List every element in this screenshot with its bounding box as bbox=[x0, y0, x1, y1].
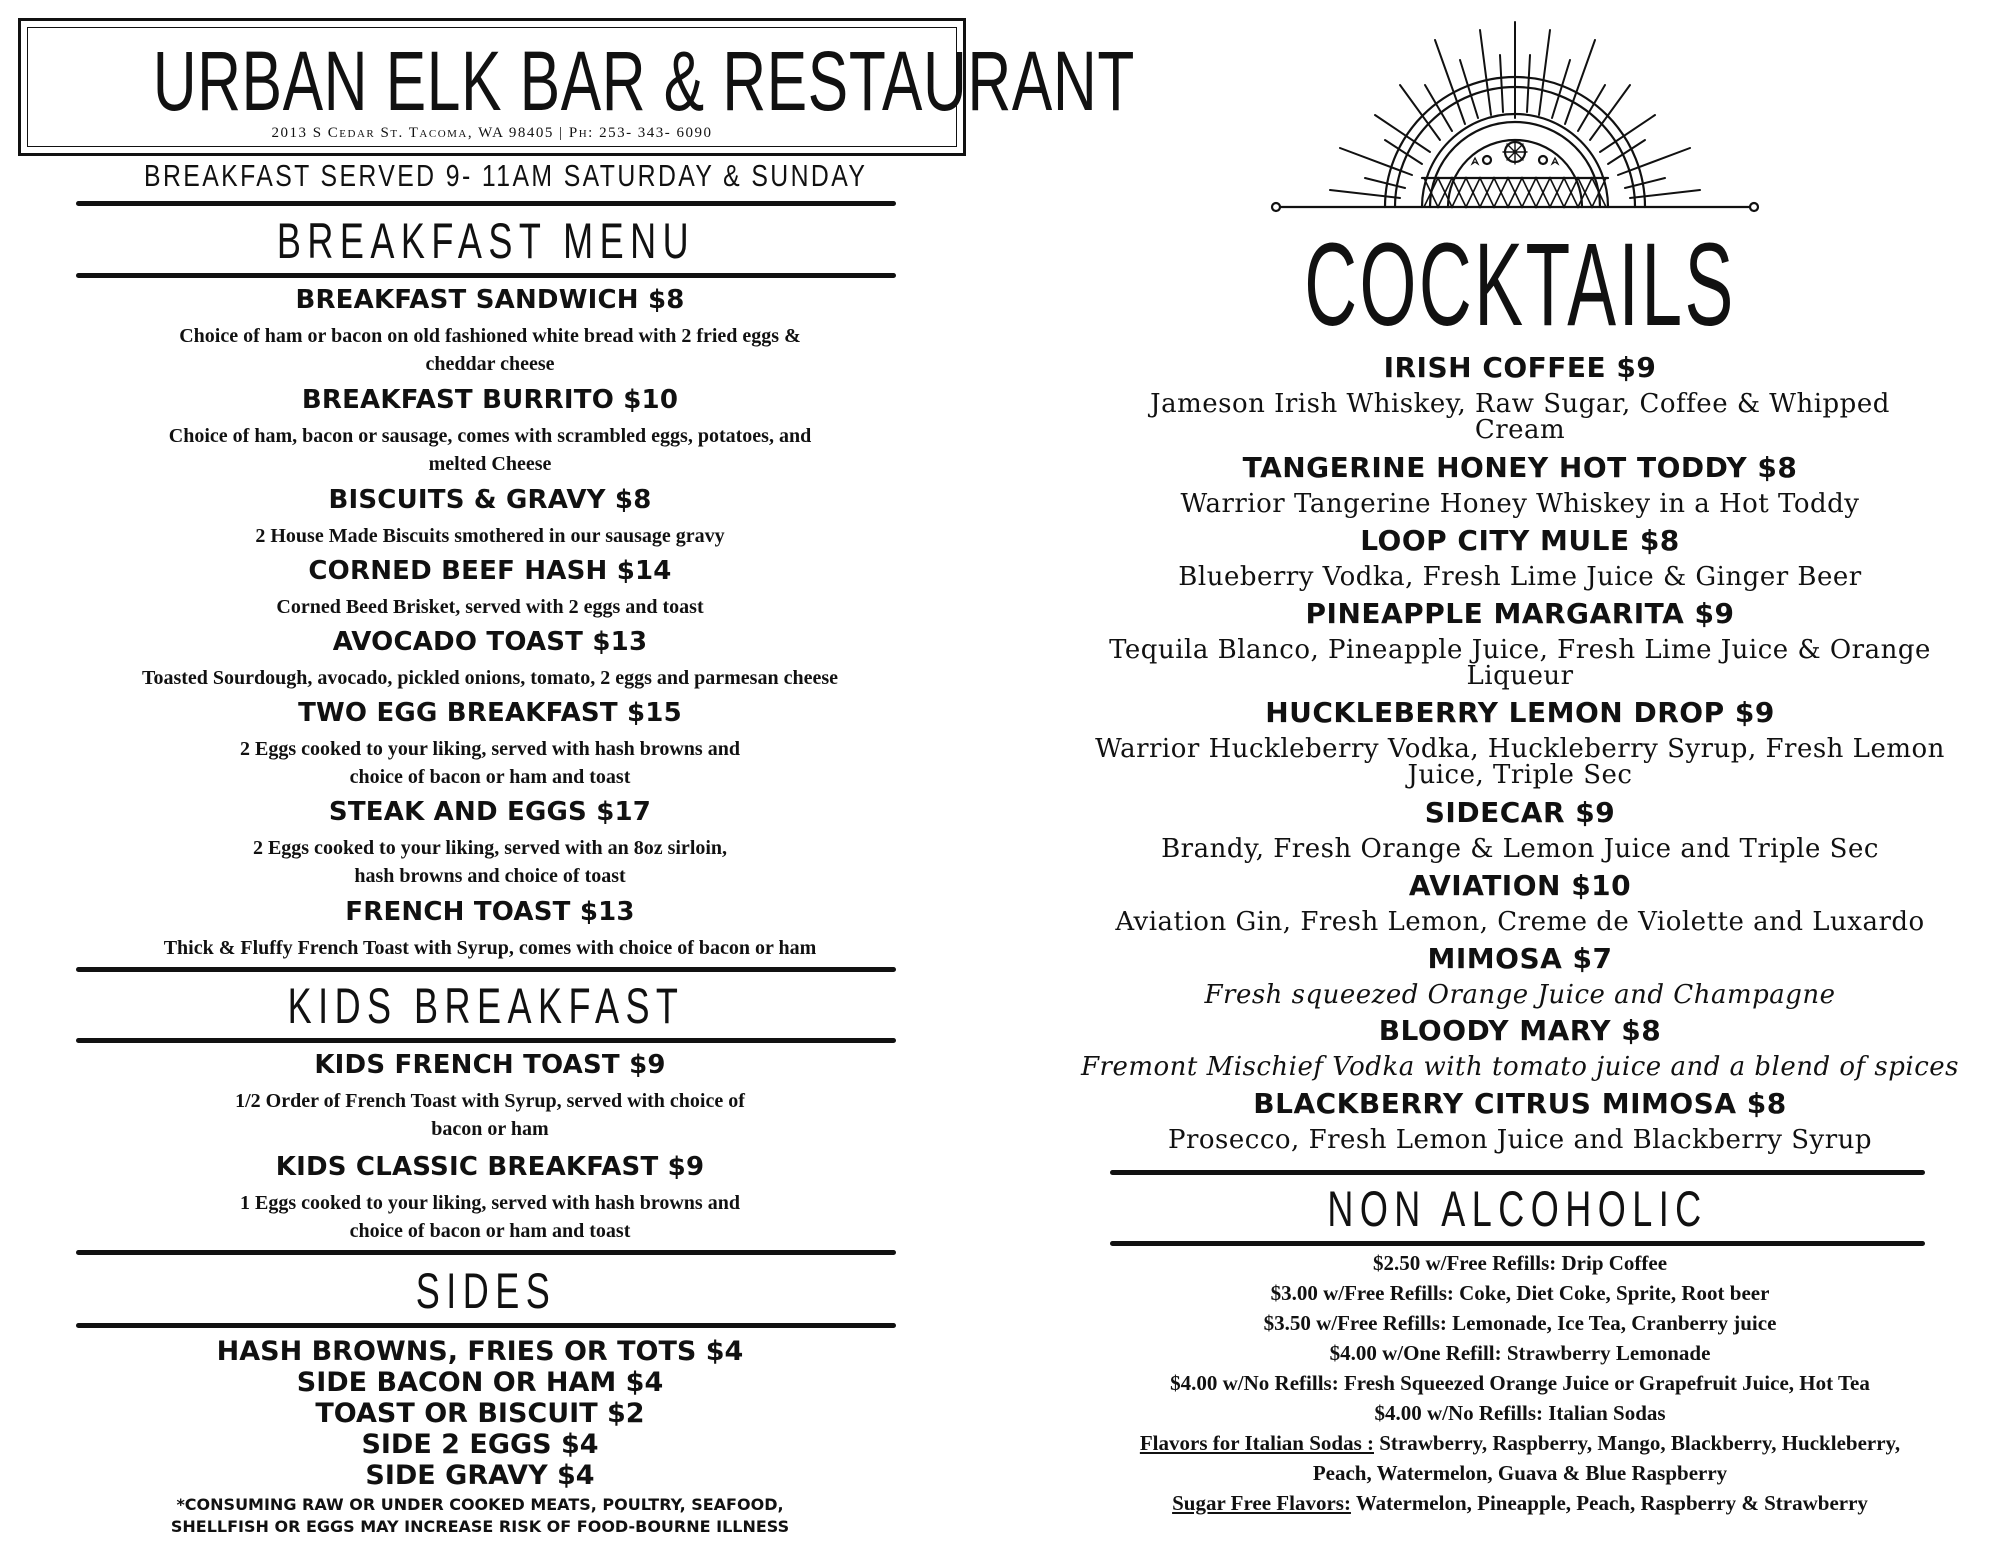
sugar-free-flavor-list: Watermelon, Pineapple, Peach, Raspberry & Strawberry bbox=[1350, 1491, 1868, 1515]
menu-item-desc: 2 House Made Biscuits smothered in our sausage gravy bbox=[255, 525, 725, 547]
sugar-free-flavors bbox=[1040, 1488, 2000, 1518]
menu-item-desc: melted Cheese bbox=[428, 453, 552, 475]
sunburst-ornament-icon bbox=[1040, 0, 2000, 225]
side-item: SIDE GRAVY $4 bbox=[365, 1460, 595, 1491]
menu-item-desc: cheddar cheese bbox=[425, 353, 555, 375]
cocktail-name: LOOP CITY MULE $8 bbox=[1360, 524, 1680, 557]
cocktail-name: BLOODY MARY $8 bbox=[1378, 1014, 1662, 1047]
sugar-free-label: Sugar Free Flavors: bbox=[1172, 1491, 1351, 1515]
menu-item-desc: 1/2 Order of French Toast with Syrup, served with choice of bbox=[235, 1090, 745, 1112]
menu-item-desc: 2 Eggs cooked to your liking, served with hash browns and bbox=[240, 738, 740, 760]
italian-soda-flavors-cont: Peach, Watermelon, Guava & Blue Raspberry bbox=[1312, 1461, 1728, 1485]
restaurant-header bbox=[18, 18, 1136, 156]
menu-item-name: KIDS FRENCH TOAST $9 bbox=[314, 1050, 666, 1080]
divider bbox=[1110, 1170, 1925, 1175]
menu-item-desc: 2 Eggs cooked to your liking, served with an 8oz sirloin, bbox=[252, 837, 728, 859]
cocktail-desc: Juice, Triple Sec bbox=[1407, 760, 1633, 790]
menu-item-desc: bacon or ham bbox=[431, 1118, 549, 1140]
cocktail-desc: Aviation Gin, Fresh Lemon, Creme de Violette and Luxardo bbox=[1115, 907, 1925, 937]
cocktail-name: IRISH COFFEE $9 bbox=[1383, 351, 1657, 384]
cocktail-name: TANGERINE HONEY HOT TODDY $8 bbox=[1242, 451, 1798, 484]
menu-item-name: KIDS CLASSIC BREAKFAST $9 bbox=[275, 1152, 705, 1182]
divider bbox=[1110, 1241, 1925, 1246]
menu-item-desc: Choice of ham or bacon on old fashioned white bread with 2 fried eggs & bbox=[179, 325, 801, 347]
italian-soda-flavors bbox=[1040, 1428, 2000, 1458]
menu-item-name: BREAKFAST SANDWICH $8 bbox=[295, 285, 685, 315]
breakfast-hours: BREAKFAST SERVED 9- 11AM SATURDAY & SUNDAY bbox=[144, 158, 868, 193]
side-item: TOAST OR BISCUIT $2 bbox=[315, 1398, 645, 1429]
menu-item-desc: Choice of ham, bacon or sausage, comes with scrambled eggs, potatoes, and bbox=[168, 425, 812, 447]
restaurant-address: 2013 S Cedar St. Tacoma, WA 98405 | Ph: 253- 343- 6090 bbox=[271, 125, 713, 141]
non-alcoholic-line: $3.00 w/Free Refills: Coke, Diet Coke, Sprite, Root beer bbox=[1270, 1281, 1770, 1305]
menu-item-desc: hash browns and choice of toast bbox=[354, 865, 626, 887]
cocktail-desc: Blueberry Vodka, Fresh Lime Juice & Ginger Beer bbox=[1178, 562, 1862, 592]
non-alcoholic-line: $4.00 w/No Refills: Fresh Squeezed Orange Juice or Grapefruit Juice, Hot Tea bbox=[1170, 1371, 1870, 1395]
menu-item-name: BREAKFAST BURRITO $10 bbox=[301, 385, 679, 415]
non-alcoholic-line: $2.50 w/Free Refills: Drip Coffee bbox=[1372, 1251, 1668, 1275]
cocktails-title: COCKTAILS bbox=[1304, 219, 1736, 351]
cocktail-desc: Tequila Blanco, Pineapple Juice, Fresh Lime Juice & Orange bbox=[1109, 635, 1931, 665]
food-safety-disclaimer: SHELLFISH OR EGGS MAY INCREASE RISK OF FOOD-BOURNE ILLNESS bbox=[170, 1517, 790, 1536]
cocktail-name: PINEAPPLE MARGARITA $9 bbox=[1305, 597, 1735, 630]
divider bbox=[76, 1323, 896, 1328]
italian-soda-flavor-list: Strawberry, Raspberry, Mango, Blackberry, Huckleberry, bbox=[1374, 1431, 1901, 1455]
restaurant-name: URBAN ELK BAR & RESTAURANT bbox=[152, 34, 1136, 128]
cocktail-name: AVIATION $10 bbox=[1408, 869, 1632, 902]
cocktail-desc: Brandy, Fresh Orange & Lemon Juice and Triple Sec bbox=[1161, 834, 1879, 864]
non-alcoholic-line: $4.00 w/One Refill: Strawberry Lemonade bbox=[1329, 1341, 1711, 1365]
divider bbox=[76, 1038, 896, 1043]
cocktail-desc: Prosecco, Fresh Lemon Juice and Blackberry Syrup bbox=[1167, 1125, 1873, 1155]
menu-item-name: FRENCH TOAST $13 bbox=[345, 897, 635, 927]
divider bbox=[76, 967, 896, 972]
side-item: SIDE 2 EGGS $4 bbox=[361, 1429, 599, 1460]
divider bbox=[76, 1250, 896, 1255]
menu-item-desc: Thick & Fluffy French Toast with Syrup, comes with choice of bacon or ham bbox=[163, 937, 817, 959]
sides-title: SIDES bbox=[415, 1263, 557, 1319]
divider bbox=[76, 201, 896, 206]
cocktail-desc: Warrior Tangerine Honey Whiskey in a Hot Toddy bbox=[1180, 489, 1860, 519]
cocktail-name: MIMOSA $7 bbox=[1427, 942, 1613, 975]
divider bbox=[76, 273, 896, 278]
cocktail-name: HUCKLEBERRY LEMON DROP $9 bbox=[1265, 696, 1775, 729]
cocktail-desc: Fremont Mischief Vodka with tomato juice and a blend of spices bbox=[1080, 1052, 1960, 1082]
cocktail-desc: Liqueur bbox=[1466, 661, 1574, 691]
breakfast-menu-title: BREAKFAST MENU bbox=[276, 213, 696, 269]
non-alcoholic-line: $4.00 w/No Refills: Italian Sodas bbox=[1374, 1401, 1666, 1425]
kids-breakfast-title: KIDS BREAKFAST bbox=[287, 978, 685, 1034]
cocktail-desc: Fresh squeezed Orange Juice and Champagne bbox=[1204, 980, 1836, 1010]
menu-item-desc: Toasted Sourdough, avocado, pickled onions, tomato, 2 eggs and parmesan cheese bbox=[141, 667, 838, 689]
menu-item-name: TWO EGG BREAKFAST $15 bbox=[298, 698, 682, 728]
menu-item-desc: 1 Eggs cooked to your liking, served with hash browns and bbox=[240, 1192, 740, 1214]
menu-item-name: BISCUITS & GRAVY $8 bbox=[328, 485, 652, 515]
right-column bbox=[1040, 0, 2000, 1545]
non-alcoholic-line: $3.50 w/Free Refills: Lemonade, Ice Tea, Cranberry juice bbox=[1263, 1311, 1777, 1335]
cocktail-desc: Cream bbox=[1474, 415, 1566, 445]
menu-item-desc: choice of bacon or ham and toast bbox=[349, 766, 631, 788]
side-item: SIDE BACON OR HAM $4 bbox=[296, 1367, 664, 1398]
menu-item-name: CORNED BEEF HASH $14 bbox=[308, 556, 672, 586]
side-item: HASH BROWNS, FRIES OR TOTS $4 bbox=[216, 1336, 744, 1367]
menu-item-desc: Corned Beed Brisket, served with 2 eggs and toast bbox=[276, 596, 704, 618]
cocktail-name: SIDECAR $9 bbox=[1424, 796, 1616, 829]
non-alcoholic-title: NON ALCOHOLIC bbox=[1327, 1181, 1708, 1237]
cocktail-name: BLACKBERRY CITRUS MIMOSA $8 bbox=[1253, 1087, 1787, 1120]
menu-item-name: AVOCADO TOAST $13 bbox=[332, 627, 648, 657]
menu-item-desc: choice of bacon or ham and toast bbox=[349, 1220, 631, 1242]
italian-soda-label: Flavors for Italian Sodas : bbox=[1139, 1431, 1374, 1455]
cocktail-desc: Jameson Irish Whiskey, Raw Sugar, Coffee & Whipped bbox=[1150, 389, 1890, 419]
food-safety-disclaimer: *CONSUMING RAW OR UNDER COOKED MEATS, POULTRY, SEAFOOD, bbox=[176, 1495, 784, 1514]
cocktail-desc: Warrior Huckleberry Vodka, Huckleberry Syrup, Fresh Lemon bbox=[1095, 734, 1945, 764]
menu-item-name: STEAK AND EGGS $17 bbox=[328, 797, 652, 827]
